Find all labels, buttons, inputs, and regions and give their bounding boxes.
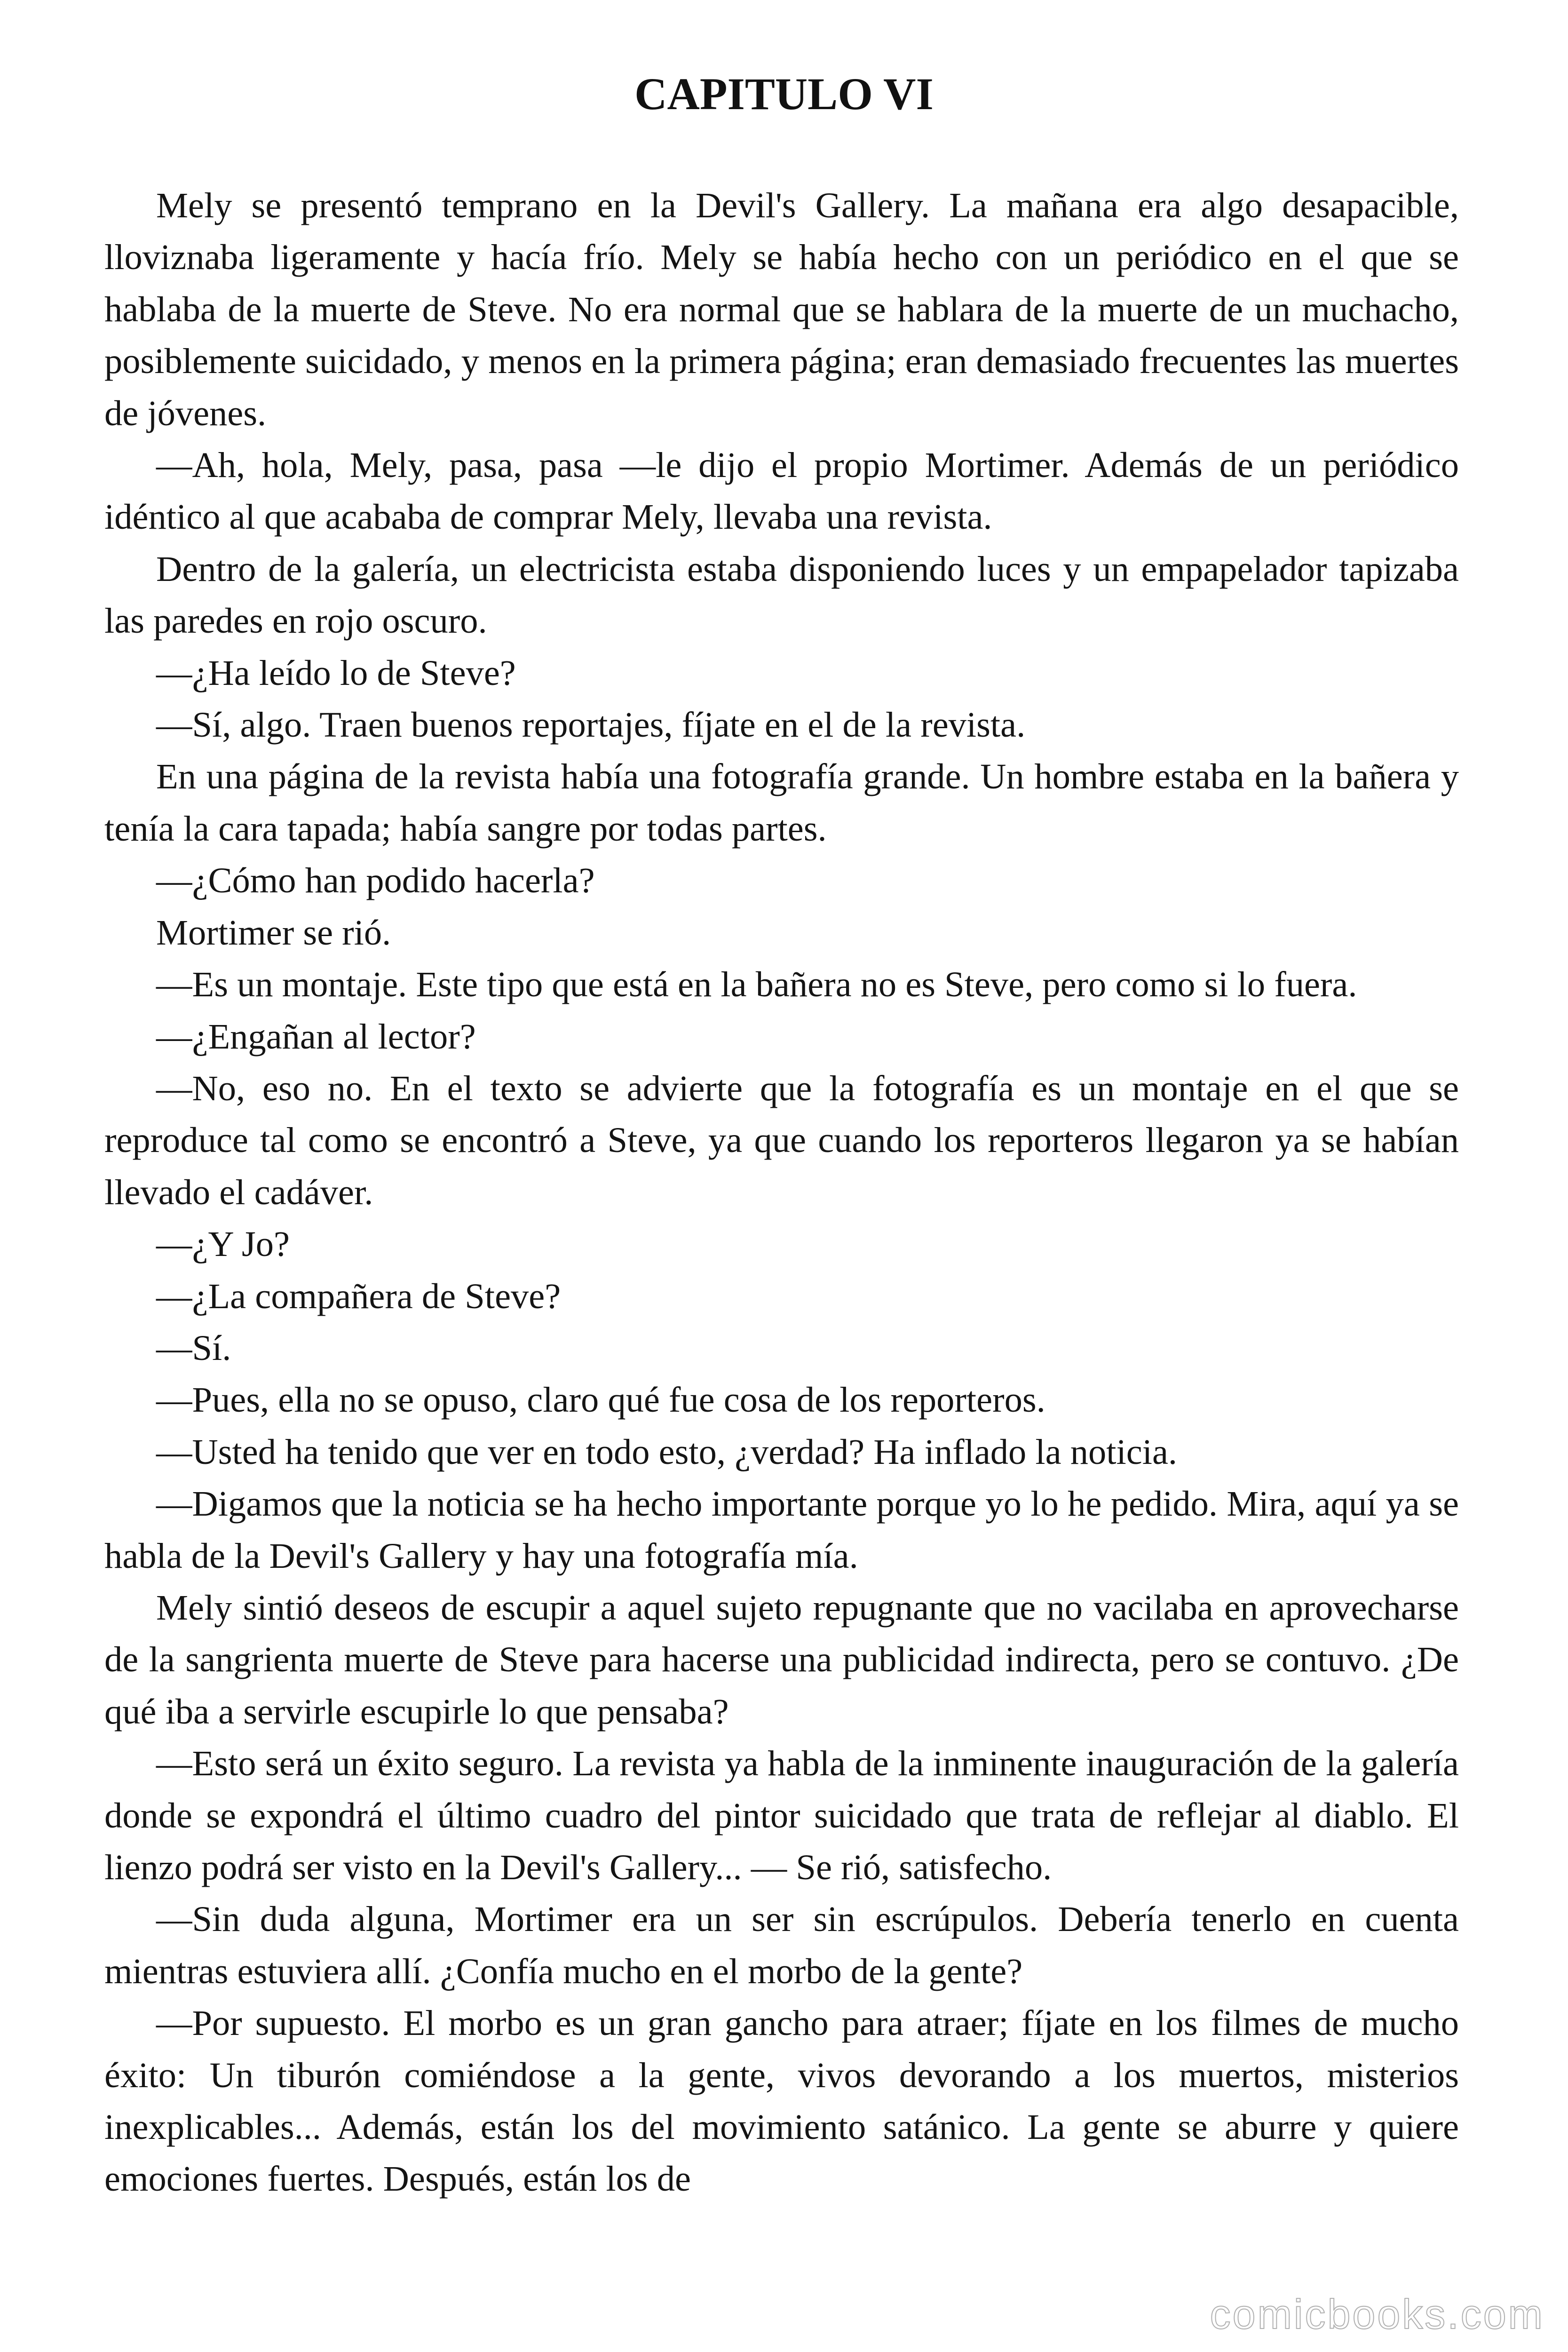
paragraph: —Por supuesto. El morbo es un gran gancho para atraer; fíjate en los filmes de mucho éxito: Un tiburón comiéndose a la gente, vivos devorando a los muertos, misterios inexplicables... Además, están los del movimiento satánico. La gente se aburre y quiere emociones fuertes. Después, están los de (104, 2003, 1459, 2199)
paragraph: —¿Ha leído lo de Steve? (156, 652, 516, 693)
paragraph: —Pues, ella no se opuso, claro qué fue cosa de los reporteros. (156, 1380, 1045, 1420)
paragraph: Mely se presentó temprano en la Devil's Gallery. La mañana era algo desapacible, lloviznaba ligeramente y hacía frío. Mely se había hecho con un periódico en el que se hablaba de la muerte de Steve. No era normal que se hablara de la muerte de un muchacho, posiblemente suicidado, y menos en la primera página; eran demasiado frecuentes las muertes de jóvenes. (104, 185, 1459, 433)
paragraph: —Sin duda alguna, Mortimer era un ser sin escrúpulos. Debería tenerlo en cuenta mientras estuviera allí. ¿Confía mucho en el morbo de la gente? (104, 1899, 1459, 1991)
paragraph: —Sí, algo. Traen buenos reportajes, fíjate en el de la revista. (156, 705, 1026, 745)
paragraph: —¿Engañan al lector? (156, 1016, 476, 1057)
paragraph: —¿La compañera de Steve? (156, 1276, 561, 1316)
paragraph: —Digamos que la noticia se ha hecho importante porque yo lo he pedido. Mira, aquí ya se habla de la Devil's Gallery y hay una fotografía mía. (104, 1484, 1459, 1576)
chapter-title: CAPITULO VI (634, 69, 934, 119)
paragraph: —Ah, hola, Mely, pasa, pasa —le dijo el propio Mortimer. Además de un periódico idéntico al que acababa de comprar Mely, llevaba una revista. (104, 445, 1459, 537)
paragraph: —Sí. (156, 1327, 231, 1368)
paragraph: —No, eso no. En el texto se advierte que la fotografía es un montaje en el que se reproduce tal como se encontró a Steve, ya que cuando los reporteros llegaron ya se habían llevado el cadáver. (104, 1068, 1459, 1212)
paragraph: —Es un montaje. Este tipo que está en la bañera no es Steve, pero como si lo fuera. (156, 964, 1357, 1005)
paragraph: Dentro de la galería, un electricista estaba disponiendo luces y un empapelador tapizaba las paredes en rojo oscuro. (104, 548, 1459, 641)
paragraph: Mortimer se rió. (156, 912, 391, 953)
paragraph: —¿Y Jo? (156, 1224, 290, 1264)
paragraph: Mely sintió deseos de escupir a aquel sujeto repugnante que no vacilaba en aprovecharse de la sangrienta muerte de Steve para hacerse una publicidad indirecta, pero se contuvo. ¿De qué iba a servirle escupirle lo que pensaba? (104, 1587, 1459, 1732)
chapter-body (104, 180, 1459, 2205)
paragraph: En una página de la revista había una fotografía grande. Un hombre estaba en la bañera y tenía la cara tapada; había sangre por todas partes. (104, 756, 1459, 849)
watermark: comicbooks.com (1210, 2291, 1544, 2337)
paragraph: —¿Cómo han podido hacerla? (156, 860, 595, 901)
paragraph: —Esto será un éxito seguro. La revista ya habla de la inminente inauguración de la galería donde se expondrá el último cuadro del pintor suicidado que trata de reflejar al diablo. El lienzo podrá ser visto en la Devil's Gallery... — Se rió, satisfecho. (104, 1743, 1459, 1887)
paragraph: —Usted ha tenido que ver en todo esto, ¿verdad? Ha inflado la noticia. (156, 1431, 1178, 1472)
